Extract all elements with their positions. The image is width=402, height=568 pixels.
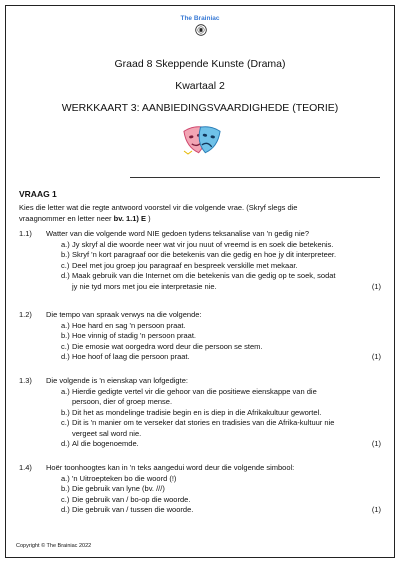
option-letter: d.): [61, 352, 70, 361]
option-text: Al die bogenoemde.: [72, 439, 139, 448]
answer-option: [61, 261, 381, 272]
mark-allocation: (1): [371, 352, 381, 361]
option-text: Die gebruik van / bo-op die woorde.: [72, 494, 191, 504]
option-text: Hierdie gedigte vertel vir die gehoor van die positiewe eienskappe van die: [72, 386, 317, 396]
option-letter: d.): [61, 271, 70, 280]
answer-option: [61, 387, 381, 408]
answer-option: [61, 439, 381, 450]
mark-allocation: (1): [371, 505, 381, 514]
answer-option: [61, 342, 381, 353]
brand-logo-icon: [195, 24, 207, 36]
option-letter: c.): [61, 418, 70, 427]
option-letter: d.): [61, 505, 70, 514]
worksheet-page: [5, 5, 395, 558]
theatre-masks-icon: [182, 123, 222, 157]
answer-option: [61, 495, 381, 506]
worksheet-title: WERKKAART 3: AANBIEDINGSVAARDIGHEDE (TEORIE): [61, 102, 339, 114]
option-letter: a.): [61, 386, 70, 396]
section-title: VRAAG 1: [19, 189, 57, 199]
option-letter: c.): [61, 341, 70, 351]
option-text: 'n Uitroepteken bo die woord (!): [72, 473, 177, 483]
copyright-footer: Copyright © The Brainiac 2022: [16, 543, 92, 549]
answer-option: [61, 505, 381, 516]
term-title: Kwartaal 2: [175, 80, 225, 92]
option-letter: b.): [61, 250, 70, 259]
question-text: Die volgende is 'n eienskap van lofgedigte:: [46, 376, 188, 385]
answer-option: [61, 484, 381, 495]
option-letter: a.): [61, 239, 70, 249]
option-text: Skryf 'n kort paragraaf oor die betekenis van die gedig en hoe jy dit interpreteer.: [72, 250, 337, 259]
option-text: persoon, dier of groep mense.: [72, 397, 173, 406]
option-letter: c.): [61, 494, 70, 504]
answer-option: [61, 240, 381, 251]
option-text: vergeet sal word nie.: [72, 428, 142, 438]
answer-option: [61, 250, 381, 261]
answer-option: [61, 418, 381, 439]
question-text: Watter van die volgende word NIE gedoen tydens teksanalise van 'n gedig nie?: [46, 229, 309, 238]
option-text: Dit is 'n manier om te verseker dat stories en tradisies van die Afrika-kultuur nie: [72, 418, 335, 427]
option-text: Dit het as mondelinge tradisie begin en is diep in die Afrikakultuur gewortel.: [72, 407, 322, 417]
question-text: Die tempo van spraak verwys na die volgende:: [46, 310, 202, 319]
option-letter: a.): [61, 320, 70, 330]
answer-option: [61, 271, 381, 292]
option-text: Hoe vinnig of stadig 'n persoon praat.: [72, 331, 197, 340]
question-number: 1.2): [19, 310, 32, 319]
answer-options: [61, 240, 381, 293]
option-letter: c.): [61, 260, 70, 270]
option-letter: d.): [61, 439, 70, 448]
question-number: 1.1): [19, 229, 32, 238]
option-text: Die gebruik van / tussen die woorde.: [72, 505, 194, 514]
answer-option: [61, 352, 381, 363]
mark-allocation: (1): [371, 439, 381, 448]
option-letter: b.): [61, 407, 70, 417]
option-letter: b.): [61, 484, 70, 493]
divider-line: [130, 177, 380, 178]
option-text: Jy skryf al die woorde neer wat vir jou nuut of vreemd is en soek die betekenis.: [72, 239, 334, 249]
option-text: Maak gebruik van die Internet om die betekenis van die gedig op te soek, sodat: [72, 271, 336, 280]
option-text: Die gebruik van lyne (bv. ///): [72, 484, 165, 493]
question-text: Hoër toonhoogtes kan in 'n teks aangedui word deur die volgende simbool:: [46, 463, 295, 472]
question-number: 1.3): [19, 376, 32, 385]
brand-name: The Brainiac: [180, 15, 220, 22]
instructions: [19, 203, 381, 224]
answer-option: [61, 408, 381, 419]
option-letter: b.): [61, 331, 70, 340]
answer-options: [61, 321, 381, 363]
option-text: Deel met jou groep jou paragraaf en bespreek verskille met mekaar.: [72, 260, 298, 270]
option-text: Hoe hoof of laag die persoon praat.: [72, 352, 190, 361]
option-letter: a.): [61, 473, 70, 483]
answer-options: [61, 474, 381, 516]
grade-title: Graad 8 Skeppende Kunste (Drama): [114, 58, 286, 70]
mark-allocation: (1): [371, 281, 381, 291]
option-text: Hoe hard en sag 'n persoon praat.: [72, 320, 186, 330]
option-text: Die emosie wat oorgedra word deur die persoon se stem.: [72, 341, 263, 351]
answer-options: [61, 387, 381, 450]
answer-option: [61, 474, 381, 485]
example-answer: bv. 1.1) E: [113, 213, 147, 223]
question-number: 1.4): [19, 463, 32, 472]
instructions-line-2: vraagnommer en letter neer bv. 1.1) E ): [19, 213, 151, 223]
instructions-line-1: Kies die letter wat die regte antwoord voorstel vir die volgende vrae. (Skryf slegs die: [19, 203, 298, 212]
answer-option: [61, 331, 381, 342]
option-text: jy nie tyd mors met jou eie interpretasie nie.: [72, 281, 217, 291]
answer-option: [61, 321, 381, 332]
